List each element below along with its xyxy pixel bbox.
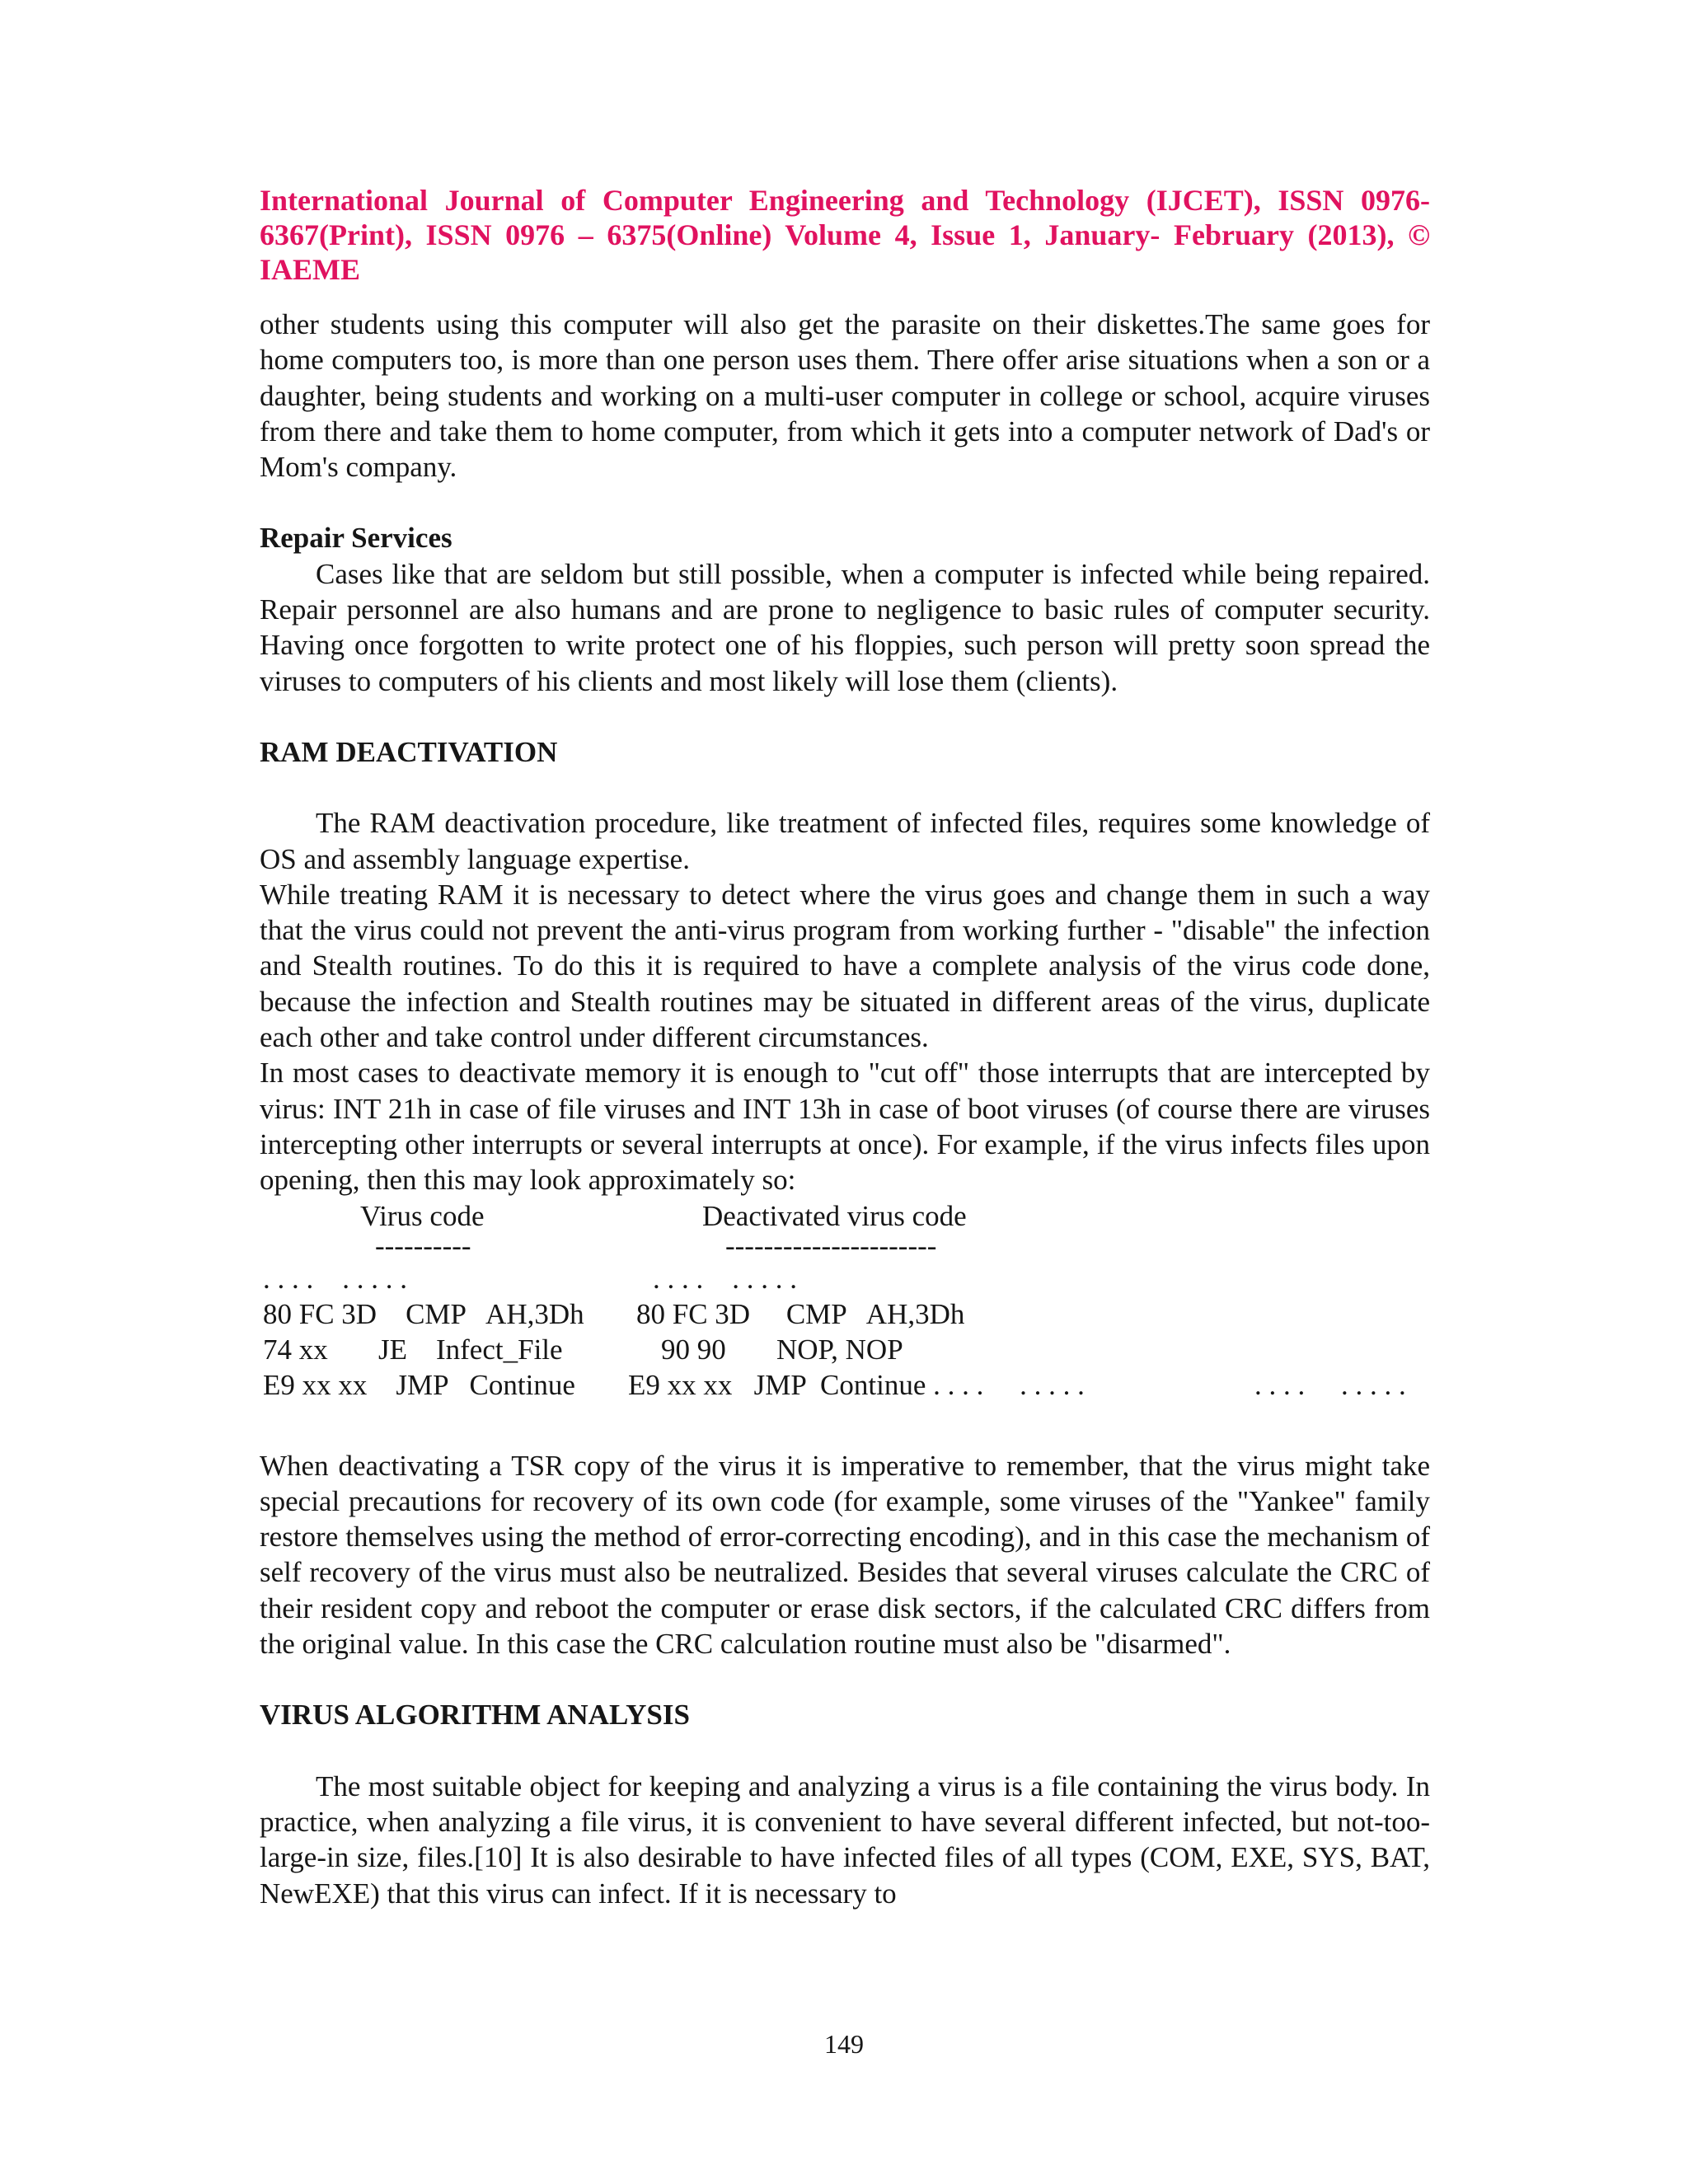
page-body xyxy=(260,183,1430,1911)
analysis-section xyxy=(260,1697,1430,1910)
code-col2-title: Deactivated virus code xyxy=(702,1199,967,1232)
journal-header-line1: International Journal of Computer Engineering and Technology (IJCET), ISSN 0976- xyxy=(260,184,1430,217)
code-row3-left: E9 xx xx JMP Continue xyxy=(263,1368,575,1401)
code-row2-left: 74 xx JE Infect_File xyxy=(263,1333,563,1366)
repair-paragraph: Cases like that are seldom but still possible, when a computer is infected while being repaired. Repair personnel are also humans and are prone to negligence to basic rules of computer security. Having once forgotten to write protect one of his floppies, such person will pretty soon spread the viruses to computers of his clients and most likely will lose them (clients). xyxy=(260,557,1430,697)
intro-paragraph: other students using this computer will also get the parasite on their diskettes.The same goes for home computers too, is more than one person uses them. There offer arise situations when a son or a daughter, being students and working on a multi-user computer in college or school, acquire viruses from there and take them to home computer, from which it gets into a computer network of Dad's or Mom's company. xyxy=(260,308,1430,484)
code-row2-right: 90 90 NOP, NOP xyxy=(661,1333,903,1366)
code-col1-title: Virus code xyxy=(360,1199,485,1232)
ram-paragraph-2: While treating RAM it is necessary to detect where the virus goes and change them in such a way that the virus could not prevent the anti-virus program from working further - "disable" the infection and Stealth routines. To do this it is required to have a complete analysis of the virus code done, because the infection and Stealth routines may be situated in different areas of the virus, duplicate each other and take control under different circumstances. xyxy=(260,878,1430,1054)
code-row3-right: E9 xx xx JMP Continue . . . . . . . . . xyxy=(628,1368,1085,1401)
repair-heading: Repair Services xyxy=(260,522,452,555)
ram-section xyxy=(260,734,1430,1661)
analysis-paragraph-1: The most suitable object for keeping and analyzing a virus is a file containing the virus body. In practice, when analyzing a file virus, it is convenient to have several different infected, but not-too-large-in size, files.[10] It is also desirable to have infected files of all types (COM, EXE, SYS, BAT, NewEXE) that this virus can infect. If it is necessary to xyxy=(260,1769,1430,1910)
code-dots-left: . . . . . . . . . xyxy=(263,1262,407,1295)
page-number: 149 xyxy=(824,2029,864,2059)
ram-heading: RAM DEACTIVATION xyxy=(260,735,558,768)
code-col1-rule: ---------- xyxy=(375,1229,471,1262)
code-dots-right: . . . . . . . . . xyxy=(653,1262,797,1295)
ram-paragraph-4: When deactivating a TSR copy of the virus it is imperative to remember, that the virus might take special precautions for recovery of its own code (for example, some viruses of the "Yankee" family restore themselves using the method of error-correcting encoding), and in this case the mechanism of self recovery of the virus must also be neutralized. Besides that several viruses calculate the CRC of their resident copy and reboot the computer or erase disk sectors, if the calculated CRC differs from the original value. In this case the CRC calculation routine must also be "disarmed". xyxy=(260,1449,1430,1661)
journal-header xyxy=(260,183,1430,287)
code-row1-right: 80 FC 3D CMP AH,3Dh xyxy=(636,1297,965,1330)
journal-header-line2: 6367(Print), ISSN 0976 – 6375(Online) Volume 4, Issue 1, January- February (2013), © IAEME xyxy=(260,218,1430,286)
code-row1-left: 80 FC 3D CMP AH,3Dh xyxy=(263,1297,584,1330)
ram-paragraph-1: The RAM deactivation procedure, like treatment of infected files, requires some knowledge of OS and assembly language expertise. xyxy=(260,807,1430,875)
code-comparison xyxy=(260,1198,1430,1413)
code-col2-rule: ---------------------- xyxy=(725,1229,937,1262)
analysis-heading: VIRUS ALGORITHM ANALYSIS xyxy=(260,1699,690,1732)
ram-paragraph-3: In most cases to deactivate memory it is enough to "cut off" those interrupts that are intercepted by virus: INT 21h in case of file viruses and INT 13h in case of boot viruses (of course there are viruses intercepting other interrupts or several interrupts at once). For example, if the virus infects files upon opening, then this may look approximately so: xyxy=(260,1057,1430,1197)
repair-section xyxy=(260,520,1430,698)
code-row3-tail: . . . . . . . . . xyxy=(1254,1368,1406,1401)
